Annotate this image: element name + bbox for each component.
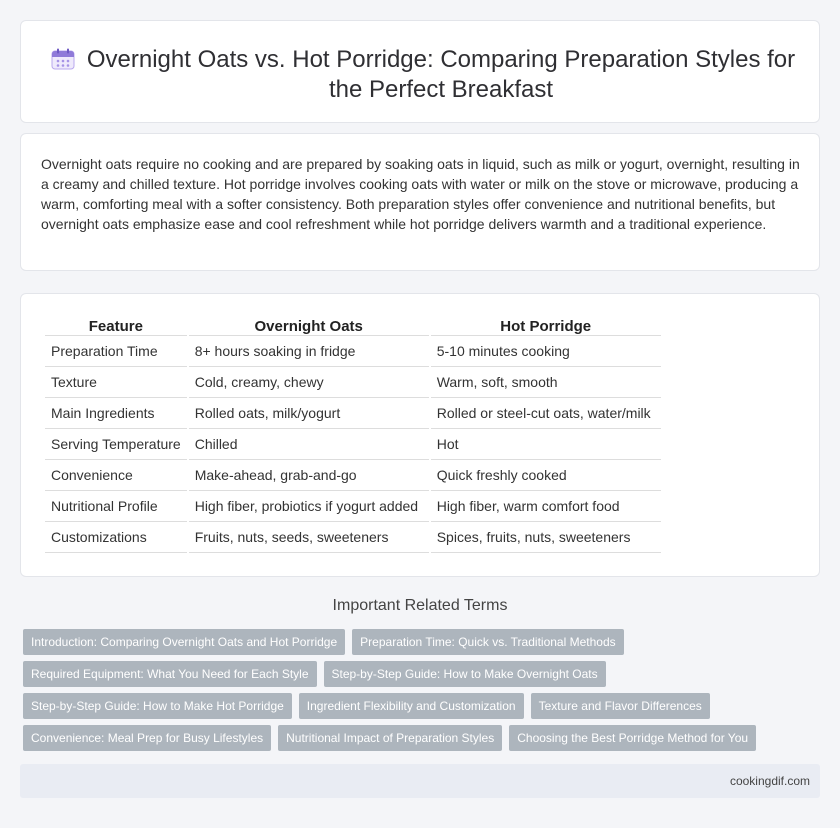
table-row — [45, 367, 661, 398]
table-cell: High fiber, probiotics if yogurt added — [189, 491, 429, 522]
intro-paragraph: Overnight oats require no cooking and are prepared by soaking oats in liquid, such as milk or yogurt, overnight, resulting in a creamy and chilled texture. Hot porridge involves cooking oats with water or milk on the stove or microwave, producing a warm, comforting meal with a softer consistency. Both preparation styles offer convenience and nutritional benefits, but overnight oats emphasize ease and cool refreshment while hot porridge delivers warmth and a traditional experience. — [41, 156, 800, 232]
related-term-tag[interactable]: Convenience: Meal Prep for Busy Lifestyles — [23, 725, 271, 751]
table-row — [45, 336, 661, 367]
table-header-row — [45, 314, 661, 336]
site-name[interactable]: cookingdif.com — [729, 774, 810, 788]
table-cell: 5-10 minutes cooking — [431, 336, 661, 367]
related-term-tag[interactable]: Step-by-Step Guide: How to Make Hot Porridge — [23, 693, 292, 719]
related-terms-heading: Important Related Terms — [332, 597, 508, 614]
table-cell: Nutritional Profile — [45, 491, 187, 522]
table-cell: Rolled or steel-cut oats, water/milk — [431, 398, 661, 429]
related-term-tag[interactable]: Nutritional Impact of Preparation Styles — [278, 725, 502, 751]
related-term-tag[interactable]: Preparation Time: Quick vs. Traditional Methods — [352, 629, 623, 655]
related-term-tag[interactable]: Required Equipment: What You Need for Each Style — [23, 661, 317, 687]
calendar-icon — [51, 48, 75, 70]
table-cell: Customizations — [45, 522, 187, 553]
table-cell: Hot — [431, 429, 661, 460]
comparison-card — [20, 293, 820, 577]
table-cell: Fruits, nuts, seeds, sweeteners — [189, 522, 429, 553]
table-cell: Cold, creamy, chewy — [189, 367, 429, 398]
table-row — [45, 491, 661, 522]
table-cell: Preparation Time — [45, 336, 187, 367]
table-cell: Warm, soft, smooth — [431, 367, 661, 398]
title-card — [20, 20, 820, 123]
page-title: Overnight Oats vs. Hot Porridge: Comparing Preparation Styles for the Perfect Breakfast — [86, 46, 796, 103]
comparison-table — [43, 314, 663, 553]
related-terms-list — [23, 629, 813, 757]
table-cell: Quick freshly cooked — [431, 460, 661, 491]
table-row — [45, 398, 661, 429]
table-cell: High fiber, warm comfort food — [431, 491, 661, 522]
related-term-tag[interactable]: Texture and Flavor Differences — [531, 693, 710, 719]
table-cell: Texture — [45, 367, 187, 398]
column-header: Overnight Oats — [189, 314, 429, 336]
table-cell: Rolled oats, milk/yogurt — [189, 398, 429, 429]
related-term-tag[interactable]: Ingredient Flexibility and Customization — [299, 693, 524, 719]
intro-card — [20, 133, 820, 271]
column-header: Feature — [45, 314, 187, 336]
table-row — [45, 460, 661, 491]
related-term-tag[interactable]: Choosing the Best Porridge Method for You — [509, 725, 756, 751]
related-term-tag[interactable]: Step-by-Step Guide: How to Make Overnight Oats — [324, 661, 606, 687]
table-cell: 8+ hours soaking in fridge — [189, 336, 429, 367]
footer — [20, 764, 820, 798]
table-cell: Make-ahead, grab-and-go — [189, 460, 429, 491]
table-cell: Convenience — [45, 460, 187, 491]
table-cell: Serving Temperature — [45, 429, 187, 460]
table-cell: Spices, fruits, nuts, sweeteners — [431, 522, 661, 553]
column-header: Hot Porridge — [431, 314, 661, 336]
table-row — [45, 522, 661, 553]
table-cell: Main Ingredients — [45, 398, 187, 429]
table-cell: Chilled — [189, 429, 429, 460]
table-row — [45, 429, 661, 460]
related-term-tag[interactable]: Introduction: Comparing Overnight Oats and Hot Porridge — [23, 629, 345, 655]
